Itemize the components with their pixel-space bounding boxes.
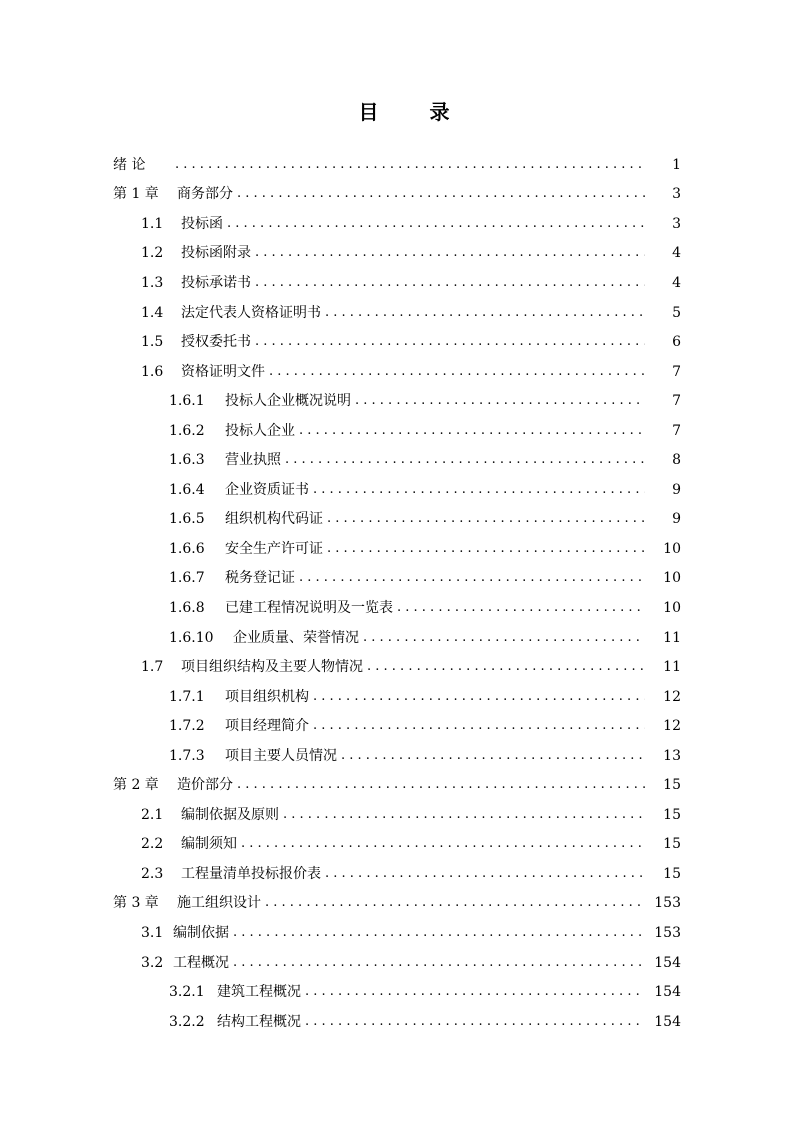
toc-entry-page: 15	[663, 806, 681, 823]
toc-entry-label: 法定代表人资格证明书	[181, 304, 321, 321]
toc-dot-leader	[265, 895, 645, 911]
toc-entry[interactable]	[0, 239, 793, 269]
toc-entry-label: 项目主要人员情况	[225, 747, 337, 764]
toc-entry-number: 1.6.1	[169, 393, 205, 410]
toc-dot-leader	[397, 600, 645, 616]
toc-entry-number: 1.6	[141, 363, 164, 380]
toc-dot-leader	[355, 393, 645, 409]
toc-entry[interactable]	[0, 770, 793, 800]
toc-entry[interactable]	[0, 534, 793, 564]
toc-dot-leader	[255, 275, 645, 291]
toc-dot-leader	[255, 245, 645, 261]
toc-dot-leader	[367, 659, 645, 675]
toc-entry-label: 项目经理简介	[225, 718, 309, 735]
toc-entry-label: 项目组织机构	[225, 688, 309, 705]
toc-entry-page: 10	[663, 599, 681, 616]
toc-entry-number: 3.1	[141, 924, 164, 941]
toc-entry-number: 3.2.2	[169, 1013, 205, 1030]
toc-dot-leader	[313, 689, 645, 705]
toc-entry[interactable]	[0, 268, 793, 298]
toc-entry-page: 4	[672, 274, 681, 291]
toc-entry-label: 企业资质证书	[225, 481, 309, 498]
toc-dot-leader	[313, 718, 645, 734]
toc-entry[interactable]	[0, 475, 793, 505]
toc-entry-label: 编制依据	[173, 924, 229, 941]
toc-entry-page: 154	[654, 1013, 681, 1030]
toc-dot-leader	[269, 364, 645, 380]
toc-dot-leader	[305, 984, 645, 1000]
toc-entry-label: 投标人企业	[225, 422, 295, 439]
toc-entry-label: 安全生产许可证	[225, 540, 323, 557]
toc-entry-number: 1.6.2	[169, 422, 205, 439]
toc-entry-page: 7	[672, 422, 681, 439]
toc-dot-leader	[313, 482, 645, 498]
toc-entry-page: 11	[663, 659, 681, 676]
toc-dot-leader	[283, 807, 645, 823]
toc-dot-leader	[325, 305, 645, 321]
toc-entry-label: 项目组织结构及主要人物情况	[181, 659, 363, 676]
toc-entry-page: 154	[654, 954, 681, 971]
toc-entry[interactable]	[0, 918, 793, 948]
toc-entry-number: 1.7.3	[169, 747, 205, 764]
toc-entry-page: 11	[663, 629, 681, 646]
toc-entry-label: 编制依据及原则	[181, 806, 279, 823]
toc-entry-number: 2.3	[141, 865, 164, 882]
toc-entry[interactable]	[0, 652, 793, 682]
toc-entry-page: 15	[663, 777, 681, 794]
toc-entry-label: 投标函	[181, 215, 223, 232]
toc-entry-page: 4	[672, 245, 681, 262]
toc-entry-label: 投标函附录	[181, 245, 251, 262]
toc-entry-page: 10	[663, 570, 681, 587]
toc-entry-label: 授权委托书	[181, 334, 251, 351]
toc-entry[interactable]	[0, 623, 793, 653]
toc-entry-number: 1.4	[141, 304, 164, 321]
toc-entry[interactable]	[0, 741, 793, 771]
toc-dot-leader	[305, 1014, 645, 1030]
toc-entry-page: 8	[672, 452, 681, 469]
toc-entry[interactable]	[0, 682, 793, 712]
toc-entry-number: 2.2	[141, 836, 164, 853]
toc-entry-label: 税务登记证	[225, 570, 295, 587]
toc-entry-number: 1.6.8	[169, 599, 205, 616]
toc-entry[interactable]	[0, 711, 793, 741]
toc-dot-leader	[237, 777, 645, 793]
toc-entry[interactable]	[0, 386, 793, 416]
toc-entry-page: 3	[672, 186, 681, 203]
toc-entry-label: 资格证明文件	[181, 363, 265, 380]
toc-dot-leader	[341, 748, 645, 764]
toc-dot-leader	[285, 452, 645, 468]
toc-entry-number: 3.2	[141, 954, 164, 971]
toc-entry-label: 已建工程情况说明及一览表	[225, 599, 393, 616]
toc-entry-page: 10	[663, 540, 681, 557]
toc-entry-number: 1.6.10	[169, 629, 214, 646]
toc-entry-label: 建筑工程概况	[217, 984, 301, 1001]
toc-entry-label: 造价部分	[177, 777, 233, 794]
toc-entry-label: 工程概况	[173, 954, 229, 971]
toc-entry-label: 投标人企业概况说明	[225, 393, 351, 410]
toc-entry-page: 12	[663, 688, 681, 705]
toc-entry[interactable]	[0, 800, 793, 830]
toc-entry-number: 1.5	[141, 334, 164, 351]
toc-entry-page: 5	[672, 304, 681, 321]
toc-entry[interactable]	[0, 445, 793, 475]
toc-title: 目 录	[358, 100, 472, 124]
toc-entry[interactable]	[0, 150, 793, 180]
toc-entry-number: 1.7.2	[169, 718, 205, 735]
toc-dot-leader	[255, 334, 645, 350]
toc-entry[interactable]	[0, 564, 793, 594]
toc-entry[interactable]	[0, 357, 793, 387]
toc-entry-number: 第 1 章	[113, 186, 159, 203]
toc-entry-page: 153	[654, 895, 681, 912]
toc-entry-number: 3.2.1	[169, 984, 205, 1001]
toc-entry-page: 15	[663, 865, 681, 882]
toc-entry[interactable]	[0, 180, 793, 210]
toc-entry[interactable]	[0, 889, 793, 919]
toc-entry-number: 第 3 章	[113, 895, 159, 912]
toc-entry-label: 组织机构代码证	[225, 511, 323, 528]
toc-entry-page: 7	[672, 393, 681, 410]
toc-entry-page: 7	[672, 363, 681, 380]
toc-dot-leader	[363, 630, 645, 646]
toc-entry-page: 13	[663, 747, 681, 764]
toc-entry-page: 153	[654, 924, 681, 941]
toc-entry-page: 9	[672, 511, 681, 528]
toc-dot-leader	[327, 541, 645, 557]
toc-entry[interactable]	[0, 948, 793, 978]
toc-entry-number: 绪 论	[113, 156, 146, 173]
toc-entry-number: 1.6.6	[169, 540, 205, 557]
toc-dot-leader	[241, 836, 645, 852]
toc-dot-leader	[325, 866, 645, 882]
toc-entry-number: 1.3	[141, 274, 164, 291]
toc-entry[interactable]	[0, 977, 793, 1007]
toc-entry[interactable]	[0, 327, 793, 357]
toc-entry-number: 1.6.4	[169, 481, 205, 498]
toc-dot-leader	[227, 216, 645, 232]
toc-entry[interactable]	[0, 593, 793, 623]
toc-entry-label: 施工组织设计	[177, 895, 261, 912]
toc-entry-label: 工程量清单投标报价表	[181, 865, 321, 882]
toc-dot-leader	[299, 423, 645, 439]
toc-entry-page: 6	[672, 334, 681, 351]
toc-entry[interactable]	[0, 416, 793, 446]
toc-dot-leader	[233, 925, 645, 941]
toc-entry[interactable]	[0, 505, 793, 535]
toc-dot-leader	[237, 186, 645, 202]
toc-entry[interactable]	[0, 859, 793, 889]
toc-dot-leader	[327, 511, 645, 527]
toc-entry-label: 营业执照	[225, 452, 281, 469]
toc-entry[interactable]	[0, 298, 793, 328]
toc-entry-page: 1	[672, 156, 681, 173]
toc-entry-number: 第 2 章	[113, 777, 159, 794]
table-of-contents	[0, 150, 793, 1036]
toc-entry-number: 1.6.3	[169, 452, 205, 469]
toc-dot-leader	[175, 157, 645, 173]
toc-entry[interactable]	[0, 1007, 793, 1037]
toc-entry-label: 商务部分	[177, 186, 233, 203]
toc-entry[interactable]	[0, 830, 793, 860]
toc-entry-number: 1.2	[141, 245, 164, 262]
toc-entry-page: 3	[672, 215, 681, 232]
toc-entry-label: 编制须知	[181, 836, 237, 853]
toc-dot-leader	[233, 955, 645, 971]
toc-entry-number: 1.7	[141, 659, 164, 676]
toc-entry-label: 企业质量、荣誉情况	[233, 629, 359, 646]
toc-entry-number: 1.6.5	[169, 511, 205, 528]
toc-entry-number: 1.1	[141, 215, 164, 232]
toc-entry-page: 9	[672, 481, 681, 498]
toc-entry-label: 投标承诺书	[181, 274, 251, 291]
toc-entry-number: 2.1	[141, 806, 164, 823]
toc-entry-number: 1.6.7	[169, 570, 205, 587]
toc-entry-number: 1.7.1	[169, 688, 205, 705]
toc-entry-page: 15	[663, 836, 681, 853]
toc-entry[interactable]	[0, 209, 793, 239]
toc-entry-page: 12	[663, 718, 681, 735]
toc-dot-leader	[299, 570, 645, 586]
toc-entry-label: 结构工程概况	[217, 1013, 301, 1030]
toc-entry-page: 154	[654, 984, 681, 1001]
